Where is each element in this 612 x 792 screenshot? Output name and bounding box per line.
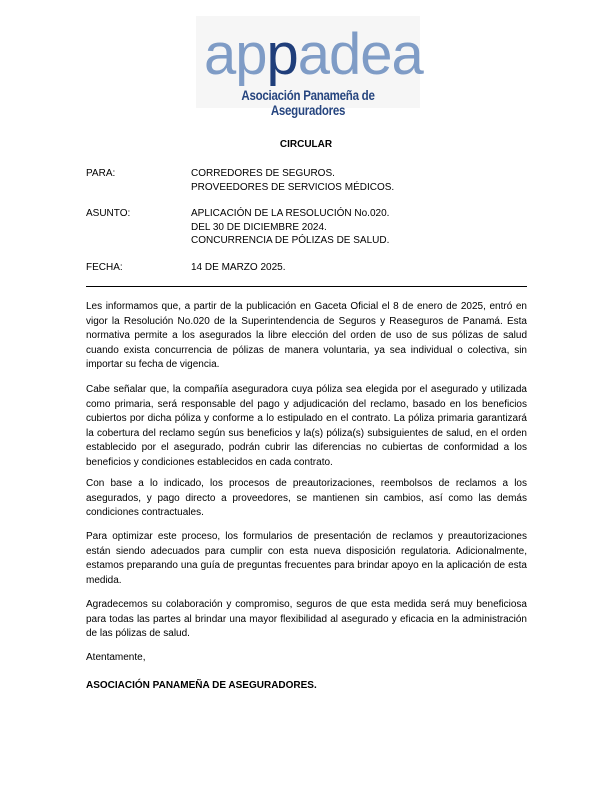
asunto-line: DEL 30 DE DICIEMBRE 2024. — [191, 221, 327, 233]
fecha-label: FECHA: — [86, 262, 123, 273]
body-paragraph-2: Cabe señalar que, la compañía aseguradora cuya póliza sea elegida por el asegurado y utilizada como primaria, será responsable del pago y adjudicación del reclamo, basado en los beneficios cubiertos por dicha póliza y conforme a lo estipulado en el contrato. La póliza primaria garantizará la cobertura del reclamo según sus beneficios y la(s) póliza(s) subsiguientes de salud, en el orden establecido por el asegurado, podrán cubrir las diferencias no cubiertas de conformidad a los beneficios y condiciones establecidos en cada contrato. — [86, 384, 527, 468]
signature-text: ASOCIACIÓN PANAMEÑA DE ASEGURADORES. — [86, 680, 317, 691]
logo-wordmark-light-1: ap — [204, 22, 267, 87]
document-title: CIRCULAR — [279, 139, 333, 150]
body-paragraph-4: Para optimizar este proceso, los formularios de presentación de reclamos y preautorizaciones están siendo adecuados para cumplir con esta nueva disposición regulatoria. Adicionalmente, estamos preparando una guía de preguntas frecuentes para brindar apoyo en la aplicación de esta medida. — [86, 531, 527, 586]
para-line: CORREDORES DE SEGUROS. — [191, 168, 335, 179]
logo-wordmark — [204, 22, 423, 87]
para-label: PARA: — [86, 168, 116, 179]
para-line: PROVEEDORES DE SERVICIOS MÉDICOS. — [191, 181, 395, 193]
closing-text: Atentamente, — [86, 652, 146, 663]
logo-wordmark-light-2: adea — [297, 22, 423, 87]
asunto-label: ASUNTO: — [86, 208, 131, 219]
asunto-value — [191, 207, 389, 248]
body-paragraph-3: Con base a lo indicado, los procesos de preautorizaciones, reembolsos de reclamos a los asegurados, y pago directo a proveedores, se mantienen sin cambios, así como las demás condiciones contractuales. — [86, 478, 527, 519]
para-value — [191, 167, 394, 194]
asunto-line: CONCURRENCIA DE PÓLIZAS DE SALUD. — [191, 235, 390, 246]
logo-subtitle: Asociación Panameña de Aseguradores — [241, 88, 375, 118]
body-paragraph-1: Les informamos que, a partir de la publicación en Gaceta Oficial el 8 de enero de 2025, entró en vigor la Resolución No.020 de la Superintendencia de Seguros y Reaseguros de Panamá. Esta normativa permite a los asegurados la libre elección del orden de uso de sus pólizas de salud cuando exista concurrencia de pólizas de manera voluntaria, ya sea individual o colectiva, sin importar su fecha de vigencia. — [86, 301, 527, 371]
fecha-value: 14 DE MARZO 2025. — [191, 262, 286, 273]
header-divider — [86, 286, 527, 287]
logo-wordmark-dark-p: p — [266, 22, 298, 87]
apadea-logo — [196, 16, 423, 118]
asunto-line: APLICACIÓN DE LA RESOLUCIÓN No.020. — [191, 208, 390, 219]
body-paragraph-5: Agradecemos su colaboración y compromiso, seguros de que esta medida será muy beneficiosa para todas las partes al brindar una mayor flexibilidad al asegurado y eficacia en la administración de las pólizas de salud. — [86, 599, 527, 640]
